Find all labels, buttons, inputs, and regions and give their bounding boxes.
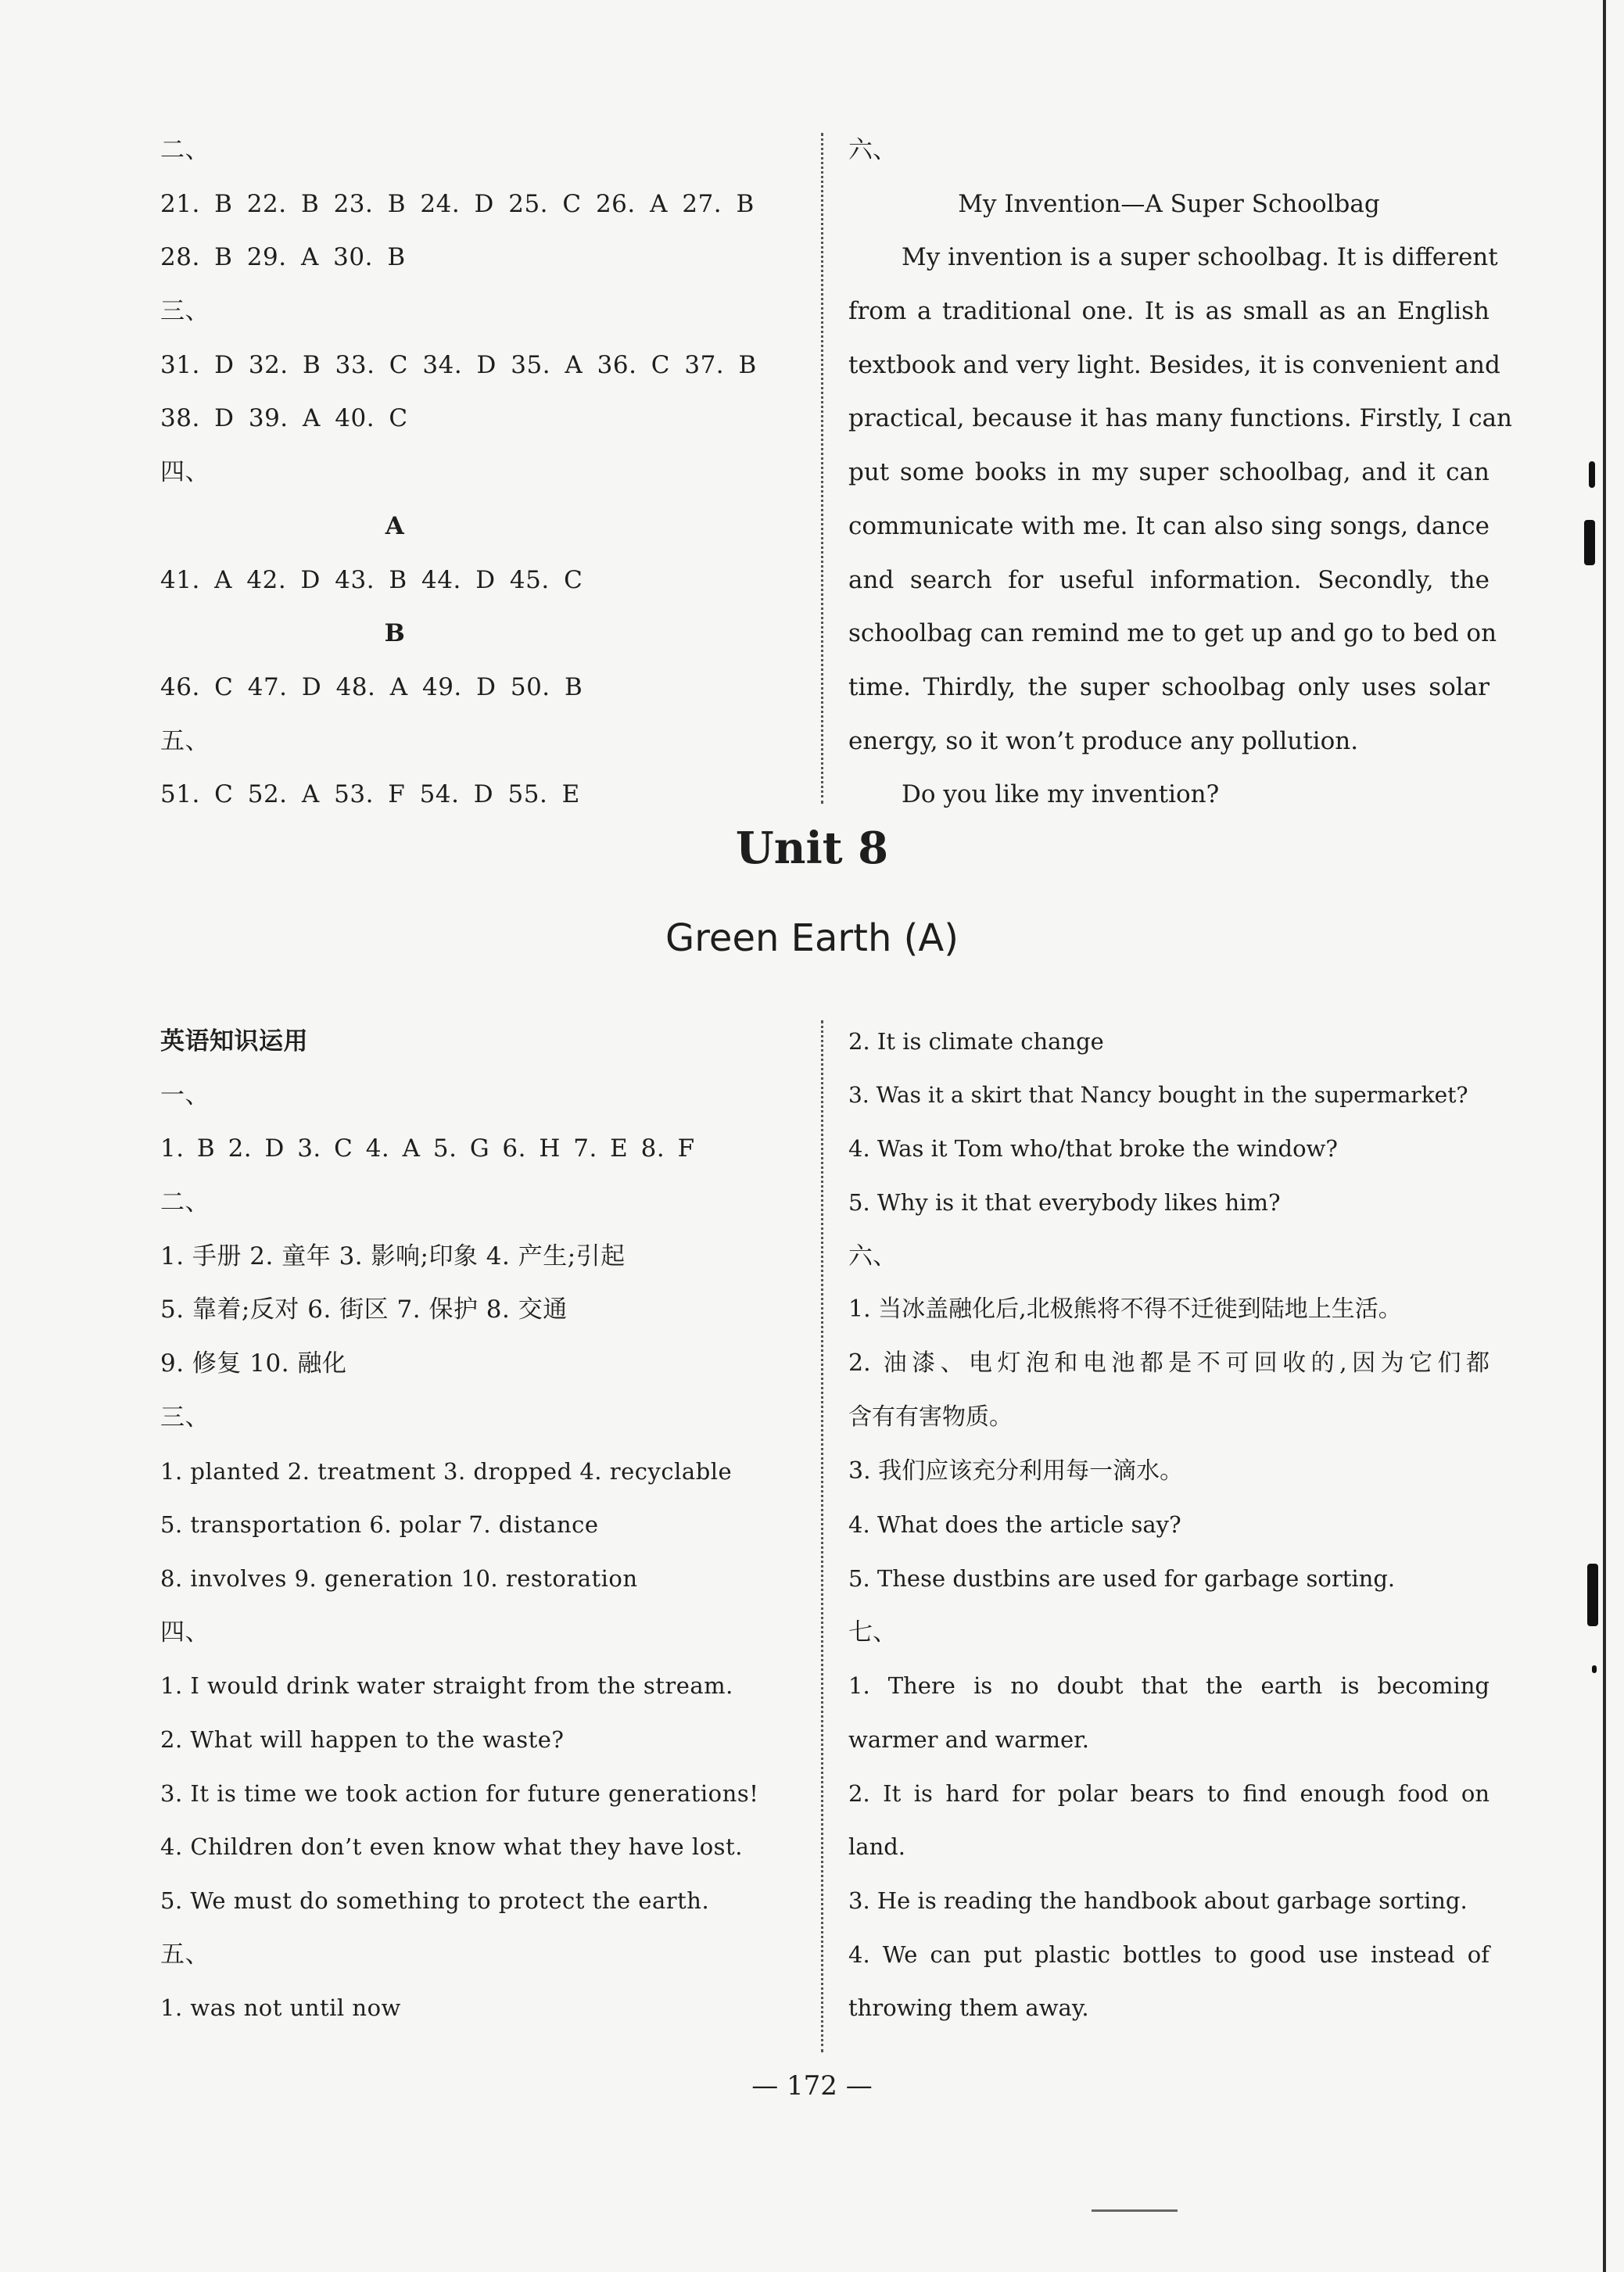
column-divider (821, 133, 823, 804)
composition-line: time. Thirdly, the super schoolbag only uses solar (848, 672, 1490, 701)
section-heading: 七、 (848, 1618, 897, 1647)
composition-line: My invention is a super schoolbag. It is different (902, 243, 1498, 272)
scan-edge (1603, 0, 1606, 2272)
section-heading: 六、 (848, 1242, 897, 1270)
unit-title: Unit 8 (735, 822, 889, 874)
answer-row: 1. 手册 2. 童年 3. 影响;印象 4. 产生;引起 (160, 1242, 626, 1270)
answer-row: 4. Was it Tom who/that broke the window? (848, 1135, 1338, 1163)
answer-row: 1. I would drink water straight from the stream. (160, 1672, 733, 1700)
section-heading: 二、 (160, 1188, 210, 1217)
answers-bottom-left (160, 1015, 817, 2035)
answer-row: 5. We must do something to protect the earth. (160, 1887, 710, 1914)
section-heading: 一、 (160, 1080, 210, 1109)
section-heading: 四、 (160, 458, 210, 487)
answer-row: 28. B 29. A 30. B (160, 243, 406, 272)
answer-row: 9. 修复 10. 融化 (160, 1349, 347, 1378)
answer-row: 2. It is climate change (848, 1028, 1104, 1055)
answer-row: 21. B 22. B 23. B 24. D 25. C 26. A 27. B (160, 189, 755, 218)
answer-row: warmer and warmer. (848, 1726, 1089, 1753)
section-heading: 五、 (160, 1940, 210, 1969)
scan-mark (1592, 1665, 1597, 1673)
answer-row: 4. We can put plastic bottles to good use instead of (848, 1941, 1490, 1968)
answer-row: 2. What will happen to the waste? (160, 1726, 565, 1753)
answer-row: 46. C 47. D 48. A 49. D 50. B (160, 672, 583, 701)
answer-row: 5. transportation 6. polar 7. distance (160, 1511, 599, 1539)
answer-row: 1. There is no doubt that the earth is becoming (848, 1672, 1490, 1700)
answers-bottom-right (848, 1015, 1490, 2035)
section-heading: 五、 (160, 726, 210, 755)
composition-line: and search for useful information. Secondly, the (848, 565, 1490, 594)
answers-top-left (160, 124, 817, 822)
answer-row: 5. Why is it that everybody likes him? (848, 1189, 1281, 1217)
scan-mark (1584, 520, 1595, 565)
composition-line: practical, because it has many functions. Firstly, I can (848, 404, 1513, 433)
section-heading: 四、 (160, 1618, 210, 1647)
answer-row: 8. involves 9. generation 10. restoration (160, 1564, 638, 1592)
composition-line: energy, so it won’t produce any pollution. (848, 726, 1359, 755)
answer-row: 51. C 52. A 53. F 54. D 55. E (160, 780, 580, 809)
passage-label: B (384, 619, 406, 648)
answer-row: 31. D 32. B 33. C 34. D 35. A 36. C 37. B (160, 350, 757, 379)
answer-row: 3. 我们应该充分利用每一滴水。 (848, 1457, 1184, 1485)
scan-mark (1589, 461, 1595, 488)
answer-row: 含有有害物质。 (848, 1403, 1013, 1431)
composition-line: textbook and very light. Besides, it is convenient and (848, 350, 1500, 379)
answer-row: 5. These dustbins are used for garbage sorting. (848, 1564, 1396, 1592)
column-divider (821, 1020, 823, 2052)
composition-line: from a traditional one. It is as small as an English (848, 297, 1490, 326)
page-number: — 172 — (751, 2070, 873, 2102)
section-heading: 六、 (848, 136, 897, 164)
answer-row: 1. planted 2. treatment 3. dropped 4. recyclable (160, 1457, 733, 1485)
answer-row: 3. He is reading the handbook about garbage sorting. (848, 1887, 1468, 1914)
composition-title: My Invention—A Super Schoolbag (958, 189, 1380, 218)
section-heading: 三、 (160, 1403, 210, 1432)
composition-line: schoolbag can remind me to get up and go to bed on (848, 619, 1497, 648)
answer-row: land. (848, 1833, 906, 1861)
answer-row: 5. 靠着;反对 6. 街区 7. 保护 8. 交通 (160, 1295, 568, 1324)
section-heading: 二、 (160, 136, 210, 164)
answer-row: 3. Was it a skirt that Nancy bought in the supermarket? (848, 1081, 1468, 1108)
answer-row: 1. 当冰盖融化后,北极熊将不得不迁徙到陆地上生活。 (848, 1295, 1402, 1324)
answer-row: 4. What does the article say? (848, 1511, 1181, 1539)
part-heading: 英语知识运用 (160, 1027, 308, 1055)
footer-rule (1092, 2209, 1178, 2212)
answer-row: 41. A 42. D 43. B 44. D 45. C (160, 565, 583, 594)
answer-row: 1. was not until now (160, 1994, 401, 2022)
section-heading: 三、 (160, 297, 210, 326)
scan-mark (1587, 1564, 1598, 1626)
answer-row: throwing them away. (848, 1994, 1089, 2022)
composition-line: communicate with me. It can also sing songs, dance (848, 511, 1490, 540)
answer-row: 4. Children don’t even know what they have lost. (160, 1833, 743, 1861)
answer-row: 3. It is time we took action for future generations! (160, 1779, 759, 1807)
unit-subtitle: Green Earth (A) (665, 916, 959, 960)
composition-closing: Do you like my invention? (902, 780, 1220, 809)
answer-row: 2. It is hard for polar bears to find enough food on (848, 1779, 1490, 1807)
composition (848, 124, 1513, 822)
passage-label: A (385, 511, 405, 540)
answer-row: 2. 油漆、电灯泡和电池都是不可回收的,因为它们都 (848, 1349, 1490, 1378)
composition-line: put some books in my super schoolbag, and it can (848, 458, 1490, 487)
answer-row: 38. D 39. A 40. C (160, 404, 408, 433)
answer-row: 1. B 2. D 3. C 4. A 5. G 6. H 7. E 8. F (160, 1134, 695, 1163)
